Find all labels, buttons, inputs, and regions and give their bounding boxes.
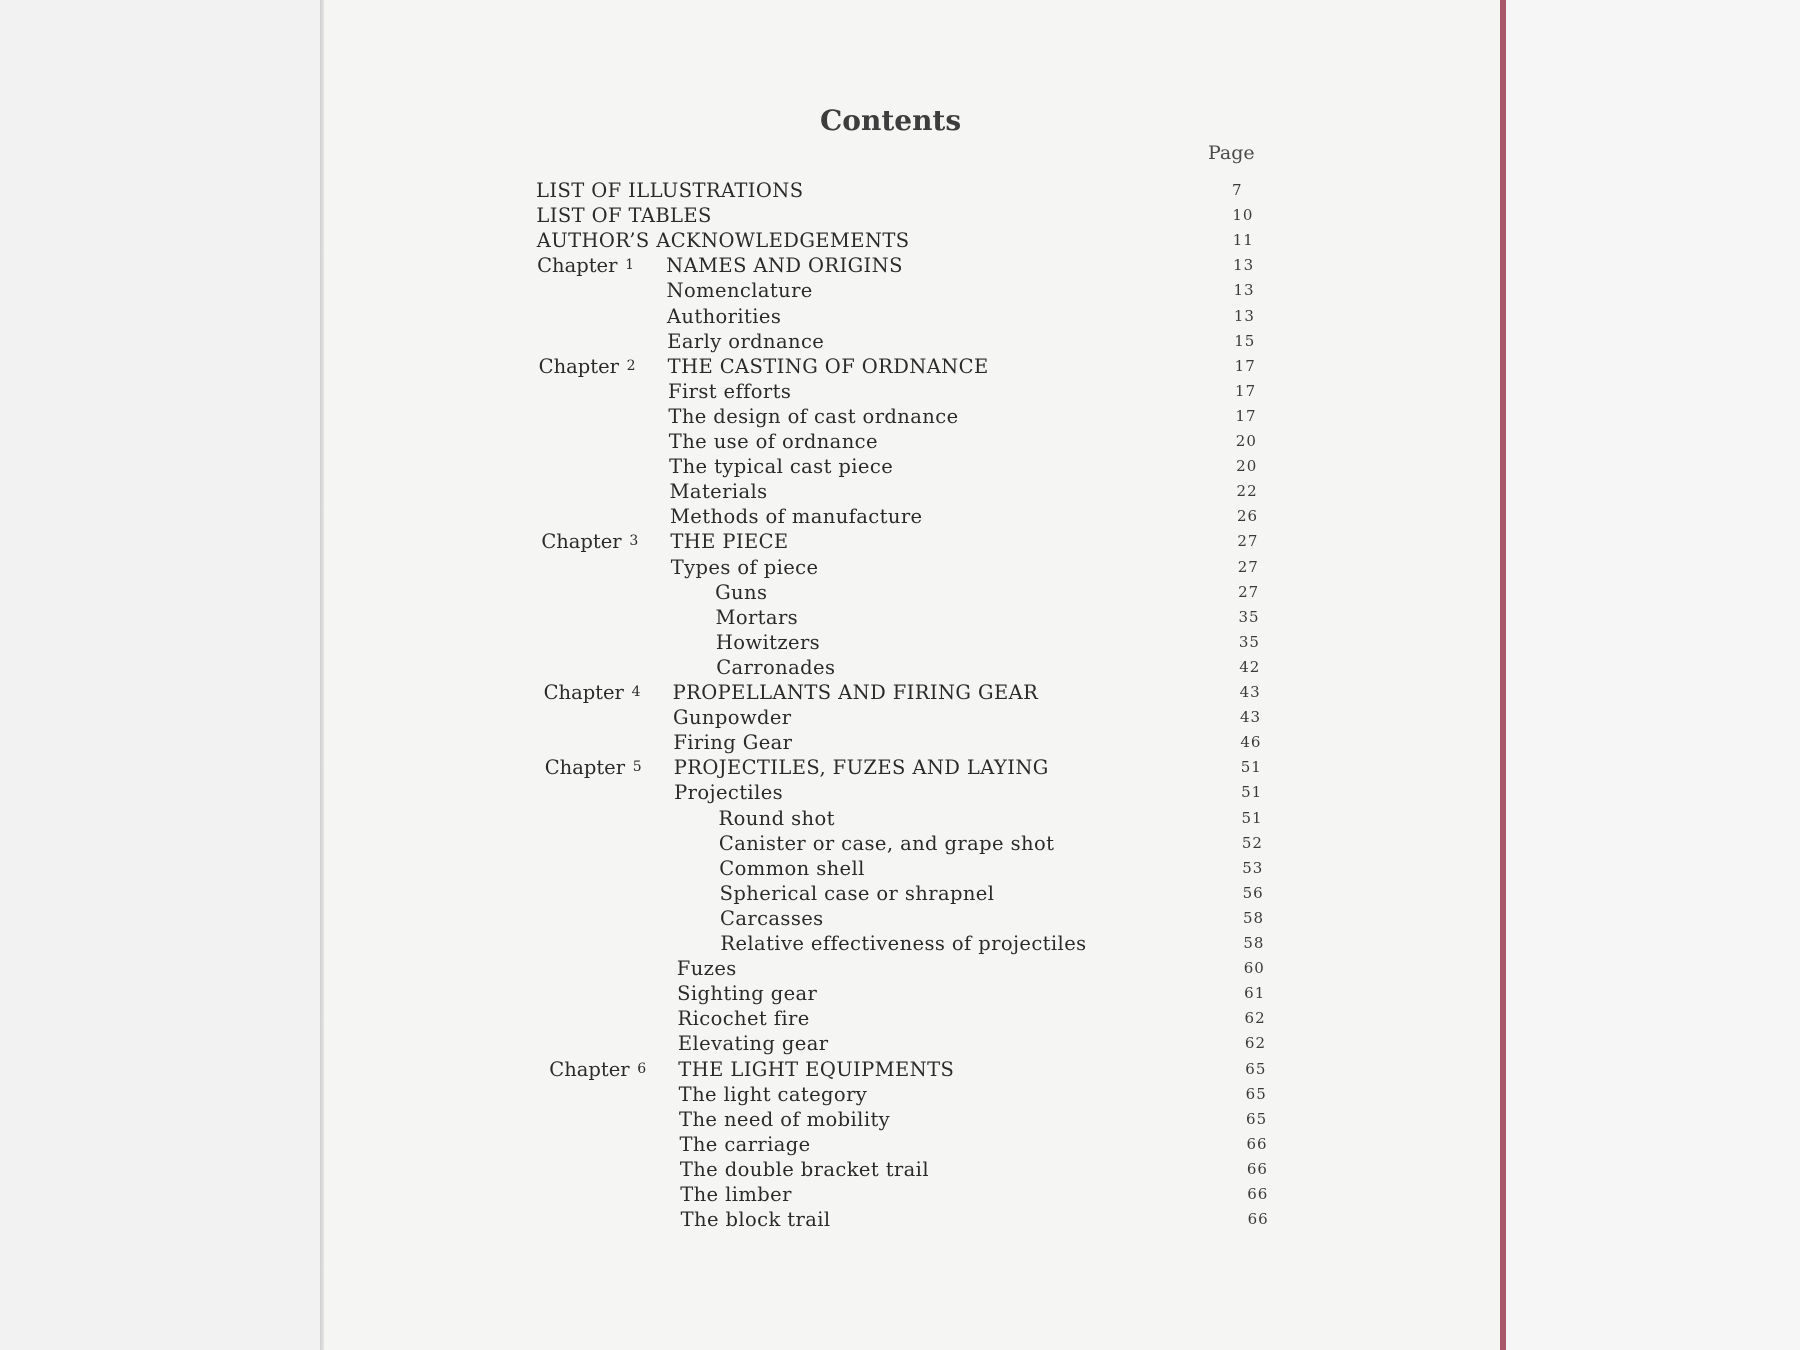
page-number: 43 [1239, 708, 1262, 727]
toc-entry [0, 730, 1800, 755]
entry-title: THE CASTING OF ORDNANCE [667, 354, 989, 378]
entry-title: Ricochet fire [677, 1007, 810, 1031]
page-number: 66 [1247, 1210, 1269, 1229]
page-number: 66 [1246, 1134, 1268, 1153]
page-number: 26 [1236, 507, 1259, 526]
entry-title: PROJECTILES, FUZES AND LAYING [673, 756, 1049, 780]
toc-entry [0, 655, 1800, 680]
page-number: 10 [1232, 206, 1254, 225]
chapter-number: 3 [629, 533, 639, 550]
entry-title: Mortars [715, 605, 799, 629]
chapter-number: 2 [626, 357, 636, 374]
toc-entry [0, 831, 1800, 856]
page-number: 20 [1236, 457, 1258, 476]
entry-title: PROPELLANTS AND FIRING GEAR [672, 681, 1039, 704]
toc-entry [0, 203, 1800, 228]
entry-title: THE LIGHT EQUIPMENTS [678, 1057, 955, 1081]
entry-title: Early ordnance [667, 329, 825, 353]
toc-entry [0, 529, 1800, 554]
toc-entry [0, 1082, 1800, 1107]
entry-title: Canister or case, and grape shot [718, 831, 1055, 855]
toc-entry [0, 755, 1800, 780]
entry-title: Firing Gear [673, 731, 793, 755]
toc-entry [0, 705, 1800, 730]
toc-entry [0, 680, 1800, 705]
chapter-label: Chapter [543, 681, 624, 704]
toc-entry [0, 605, 1800, 630]
entry-title: Carronades [716, 655, 836, 679]
entry-title: The need of mobility [679, 1107, 891, 1131]
chapter-number: 4 [631, 684, 641, 700]
toc-entry [0, 329, 1800, 354]
chapter-number: 6 [637, 1060, 647, 1077]
toc-entry [0, 881, 1800, 906]
toc-entry [0, 856, 1800, 881]
page-number: 43 [1239, 683, 1261, 701]
toc-entry [0, 555, 1800, 580]
toc-entry [0, 304, 1800, 329]
page-number: 52 [1241, 833, 1263, 852]
entry-title: The block trail [680, 1208, 831, 1232]
chapter-label: Chapter [549, 1057, 630, 1081]
entry-title: Fuzes [676, 957, 737, 981]
toc-entry [0, 906, 1800, 931]
toc-entry [0, 228, 1800, 253]
toc-entry [0, 429, 1800, 454]
entry-title: Projectiles [674, 781, 784, 805]
page-number: 42 [1239, 657, 1261, 676]
chapter-number: 1 [625, 257, 635, 274]
toc-entry [0, 1132, 1800, 1157]
entry-title: Nomenclature [666, 279, 813, 303]
entry-title: Spherical case or shrapnel [719, 881, 995, 905]
toc-entry [0, 580, 1800, 605]
entry-title: Materials [669, 480, 768, 504]
toc-entry [0, 931, 1800, 956]
chapter-label: Chapter [541, 530, 622, 554]
toc-entry [0, 806, 1800, 831]
entry-title: The light category [678, 1082, 868, 1106]
toc-entry [0, 479, 1800, 504]
chapter-label: Chapter [544, 756, 626, 780]
toc-entry [0, 404, 1800, 429]
entry-title: Carcasses [720, 906, 824, 930]
entry-title: AUTHOR’S ACKNOWLEDGEMENTS [536, 229, 910, 253]
toc-entry [0, 630, 1800, 655]
chapter-number: 5 [632, 759, 642, 776]
entry-title: THE PIECE [670, 530, 789, 554]
page-number: 65 [1245, 1084, 1267, 1103]
toc-entry [0, 1207, 1800, 1232]
entry-title: Sighting gear [677, 982, 818, 1006]
toc-entry [0, 278, 1800, 303]
page-number: 65 [1245, 1059, 1267, 1078]
page-number: 66 [1247, 1185, 1269, 1203]
page-number: 22 [1236, 482, 1258, 501]
entry-title: Howitzers [715, 630, 821, 654]
page-column-header: Page [1208, 142, 1255, 164]
page-number: 58 [1243, 934, 1265, 952]
page-number: 17 [1235, 406, 1257, 425]
toc-entry [0, 379, 1800, 404]
entry-title: The typical cast piece [669, 455, 894, 479]
toc-entry [0, 178, 1800, 203]
page-number: 7 [1232, 181, 1243, 199]
page-number: 13 [1233, 281, 1255, 300]
page-title: Contents [820, 104, 962, 137]
toc-entry [0, 253, 1800, 278]
page-number: 51 [1241, 808, 1263, 827]
page-number: 35 [1238, 632, 1260, 651]
entry-title: Types of piece [670, 555, 819, 579]
toc-entry [0, 956, 1800, 981]
page-number: 11 [1232, 231, 1254, 250]
page-number: 13 [1233, 306, 1255, 325]
page-number: 27 [1237, 532, 1259, 551]
entry-title: The use of ordnance [668, 430, 878, 453]
entry-title: First efforts [668, 379, 792, 403]
chapter-label: Chapter [538, 354, 619, 378]
entry-title: The carriage [679, 1132, 811, 1156]
entry-title: Elevating gear [677, 1032, 829, 1056]
entry-title: The design of cast ordnance [668, 404, 959, 428]
entry-title: LIST OF ILLUSTRATIONS [536, 179, 804, 202]
toc-entry [0, 1182, 1800, 1207]
page-number: 66 [1246, 1159, 1268, 1178]
toc-entry [0, 1006, 1800, 1031]
page-number: 62 [1244, 1009, 1266, 1028]
entry-title: The limber [680, 1183, 792, 1206]
page-number: 51 [1240, 758, 1262, 777]
entry-title: Guns [715, 580, 768, 604]
page-number: 58 [1243, 908, 1265, 927]
page-number: 62 [1244, 1034, 1266, 1053]
entry-title: Methods of manufacture [669, 505, 923, 529]
entry-title: LIST OF TABLES [536, 204, 712, 228]
entry-title: NAMES AND ORIGINS [666, 254, 903, 278]
page-number: 17 [1235, 381, 1257, 400]
page-number: 56 [1242, 883, 1264, 902]
toc-entry [0, 780, 1800, 805]
page-number: 15 [1234, 331, 1256, 350]
page-number: 61 [1244, 984, 1266, 1003]
toc-entry [0, 1107, 1800, 1132]
page-number: 17 [1234, 356, 1256, 375]
toc-entry [0, 1057, 1800, 1082]
page-number: 46 [1240, 733, 1262, 752]
toc-entry [0, 354, 1800, 379]
entry-title: Gunpowder [672, 706, 792, 730]
entry-title: Authorities [666, 304, 782, 328]
page-number: 20 [1235, 432, 1257, 450]
toc-entry [0, 981, 1800, 1006]
page-number: 27 [1237, 557, 1259, 576]
page-number: 13 [1233, 256, 1255, 275]
page-number: 60 [1243, 959, 1265, 978]
toc-entry [0, 1157, 1800, 1182]
page-number: 65 [1246, 1109, 1268, 1128]
chapter-label: Chapter [537, 254, 618, 278]
entry-title: The double bracket trail [679, 1157, 929, 1181]
entry-title: Round shot [718, 806, 835, 830]
entry-title: Relative effectiveness of projectiles [720, 932, 1087, 955]
page-number: 27 [1238, 582, 1260, 601]
toc-entry [0, 1031, 1800, 1056]
toc-entry [0, 454, 1800, 479]
toc-entry [0, 504, 1800, 529]
page-number: 51 [1241, 783, 1263, 802]
entry-title: Common shell [719, 856, 865, 880]
page-number: 35 [1238, 607, 1260, 626]
page-number: 53 [1242, 858, 1264, 877]
